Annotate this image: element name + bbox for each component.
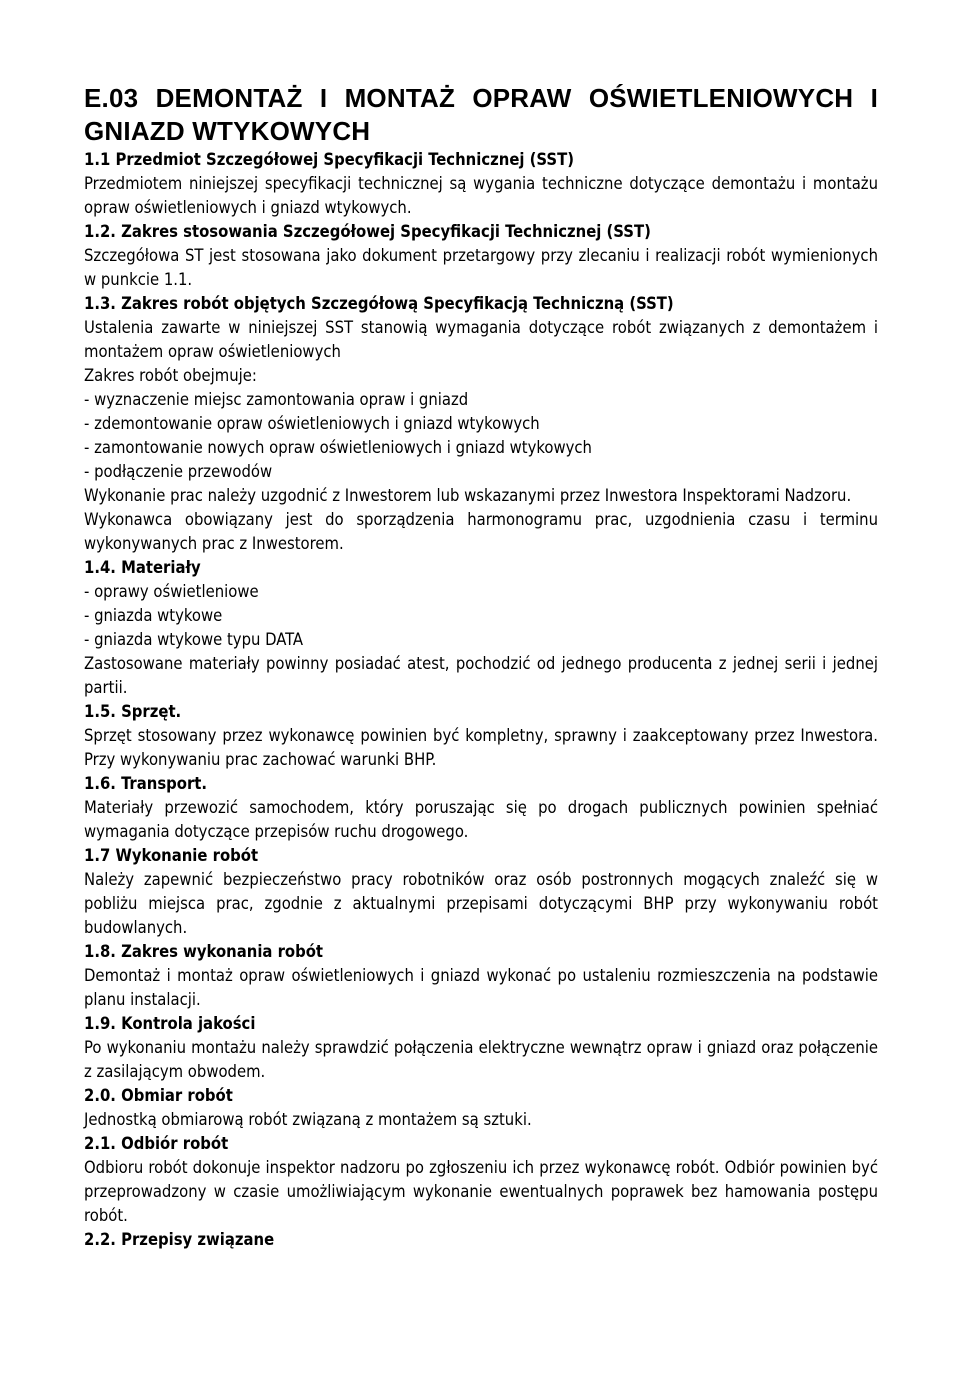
list-item: - wyznaczenie miejsc zamontowania opraw i gniazd	[84, 390, 469, 409]
section-1-7-text: Należy zapewnić bezpieczeństwo pracy robotników oraz osób postronnych mogących znaleźć się w pobliżu miejsca prac, zgodnie z aktualnymi przepisami dotyczącymi BHP przy wykonywaniu robót budowlanych.	[84, 870, 878, 937]
list-item: - gniazda wtykowe typu DATA	[84, 630, 304, 649]
section-1-4-text: Zastosowane materiały powinny posiadać atest, pochodzić od jednego producenta z jednej serii i jednej partii.	[84, 654, 878, 697]
section-1-3-text-2: Wykonanie prac należy uzgodnić z Inwestorem lub wskazanymi przez Inwestora Inspektorami Nadzoru.	[84, 486, 852, 505]
section-1-6-heading: 1.6. Transport.	[84, 774, 208, 793]
list-item: - oprawy oświetleniowe	[84, 582, 259, 601]
section-1-9-heading: 1.9. Kontrola jakości	[84, 1014, 256, 1033]
section-1-1-heading: 1.1 Przedmiot Szczegółowej Specyfikacji Technicznej (SST)	[84, 150, 574, 169]
list-item: - podłączenie przewodów	[84, 462, 273, 481]
list-item: - gniazda wtykowe	[84, 606, 223, 625]
section-1-4-heading: 1.4. Materiały	[84, 558, 201, 577]
section-1-6-text: Materiały przewozić samochodem, który poruszając się po drogach publicznych powinien spełniać wymagania dotyczące przepisów ruchu drogowego.	[84, 798, 878, 841]
list-item: - zamontowanie nowych opraw oświetleniowych i gniazd wtykowych	[84, 438, 592, 457]
section-1-3-heading: 1.3. Zakres robót objętych Szczegółową Specyfikacją Techniczną (SST)	[84, 294, 674, 313]
scope-label: Zakres robót obejmuje:	[84, 366, 257, 385]
section-1-2-text: Szczegółowa ST jest stosowana jako dokument przetargowy przy zlecaniu i realizacji robót wymienionych w punkcie 1.1.	[84, 246, 878, 289]
list-item: - zdemontowanie opraw oświetleniowych i gniazd wtykowych	[84, 414, 540, 433]
section-1-1-text: Przedmiotem niniejszej specyfikacji technicznej są wygania techniczne dotyczące demontażu i montażu opraw oświetleniowych i gniazd wtykowych.	[84, 174, 878, 217]
section-2-2-heading: 2.2. Przepisy związane	[84, 1230, 275, 1249]
section-1-2-heading: 1.2. Zakres stosowania Szczegółowej Specyfikacji Technicznej (SST)	[84, 222, 651, 241]
section-1-5-text: Sprzęt stosowany przez wykonawcę powinien być kompletny, sprawny i zaakceptowany przez Inwestora. Przy wykonywaniu prac zachować warunki BHP.	[84, 726, 878, 769]
section-1-8-heading: 1.8. Zakres wykonania robót	[84, 942, 324, 961]
section-2-1-text: Odbioru robót dokonuje inspektor nadzoru po zgłoszeniu ich przez wykonawcę robót. Odbiór powinien być przeprowadzony w czasie umożliwiającym wykonanie ewentualnych poprawek bez hamowania postępu robót.	[84, 1158, 878, 1225]
section-2-0-heading: 2.0. Obmiar robót	[84, 1086, 233, 1105]
section-2-0-text: Jednostką obmiarową robót związaną z montażem są sztuki.	[84, 1110, 532, 1129]
section-1-8-text: Demontaż i montaż opraw oświetleniowych i gniazd wykonać po ustaleniu rozmieszczenia na podstawie planu instalacji.	[84, 966, 878, 1009]
section-1-7-heading: 1.7 Wykonanie robót	[84, 846, 259, 865]
section-1-9-text: Po wykonaniu montażu należy sprawdzić połączenia elektryczne wewnątrz opraw i gniazd oraz połączenie z zasilającym obwodem.	[84, 1038, 878, 1081]
section-2-1-heading: 2.1. Odbiór robót	[84, 1134, 229, 1153]
document-title: E.03 DEMONTAŻ I MONTAŻ OPRAW OŚWIETLENIOWYCH I GNIAZD WTYKOWYCH	[84, 83, 878, 146]
section-1-3-text: Ustalenia zawarte w niniejszej SST stanowią wymagania dotyczące robót związanych z demontażem i montażem opraw oświetleniowych	[84, 318, 878, 361]
section-1-3-text-3: Wykonawca obowiązany jest do sporządzenia harmonogramu prac, uzgodnienia czasu i terminu wykonywanych prac z Inwestorem.	[84, 510, 878, 553]
section-1-5-heading: 1.5. Sprzęt.	[84, 702, 182, 721]
document-page	[84, 82, 878, 1252]
